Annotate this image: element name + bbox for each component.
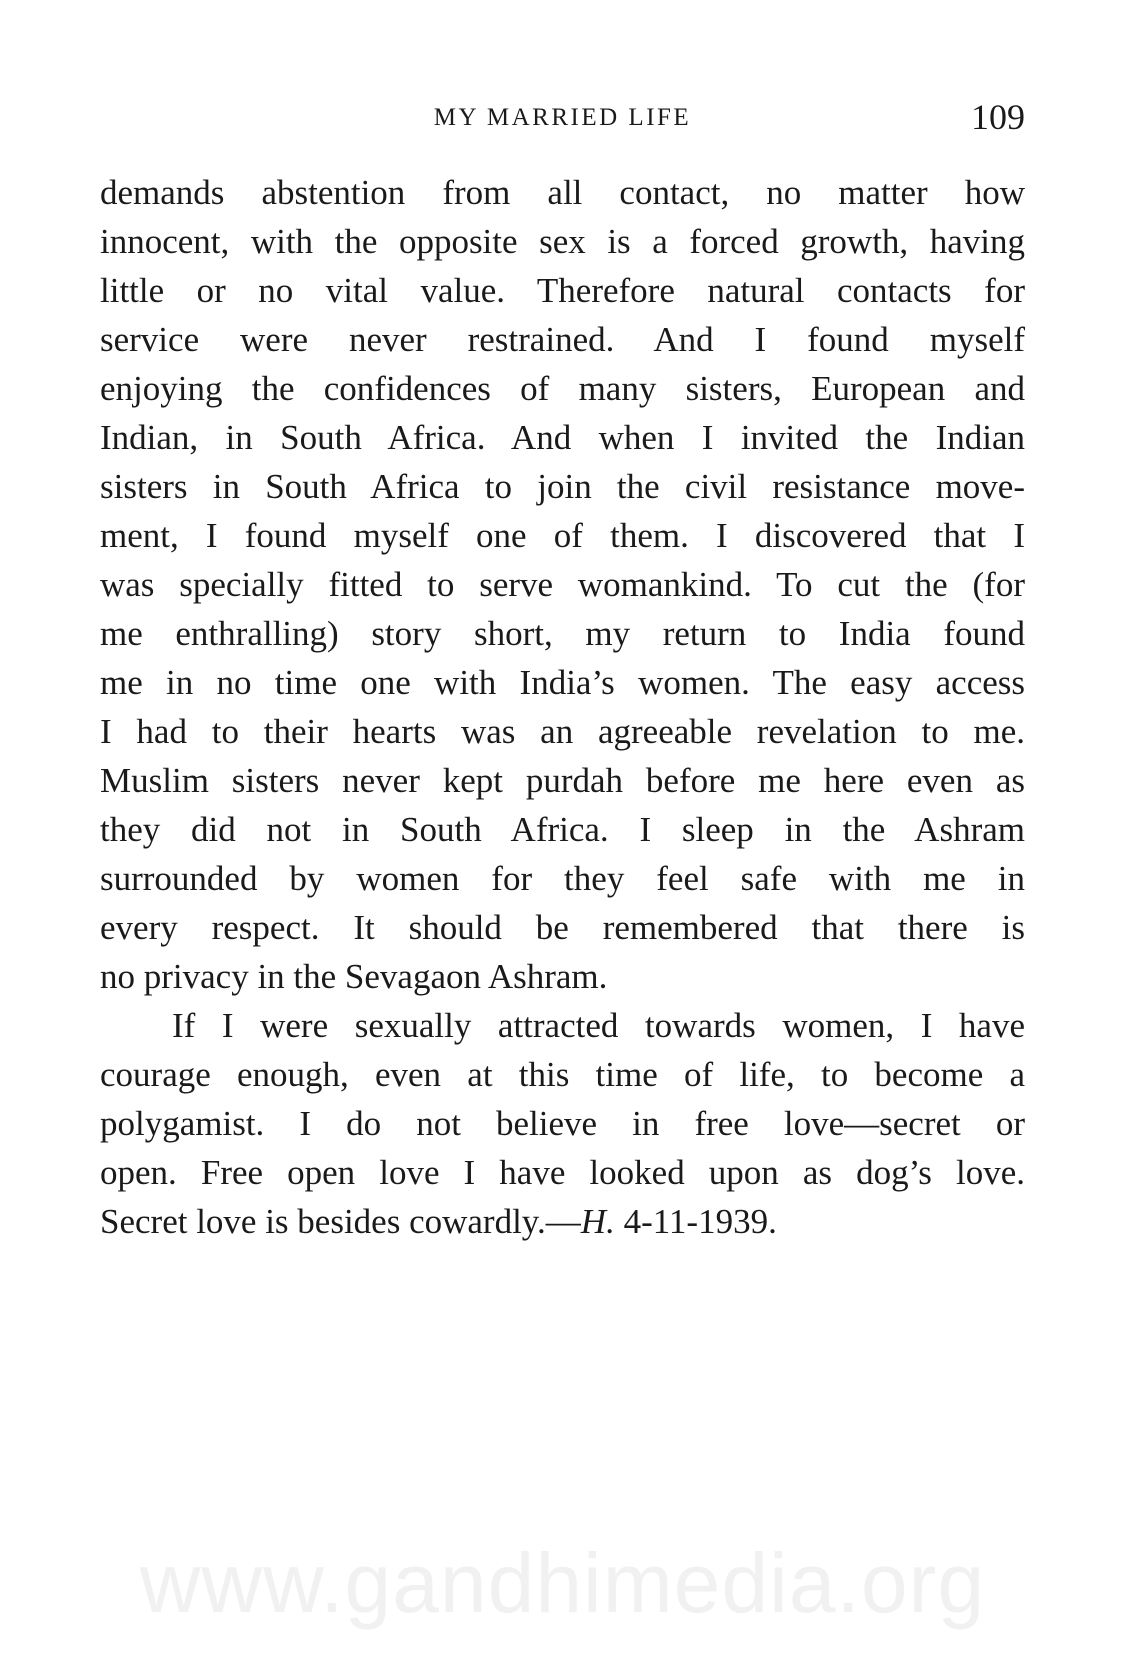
citation-source: H. [580, 1202, 615, 1241]
text-line: every respect. It should be remembered that there is [100, 908, 1025, 947]
text-line: service were never restrained. And I found myself [100, 320, 1025, 359]
text-line: no privacy in the Sevagaon Ashram. [100, 957, 608, 996]
text-line: If I were sexually attracted towards women, I have [172, 1006, 1025, 1045]
closing-line [100, 1197, 1025, 1246]
text-line: demands abstention from all contact, no matter how [100, 173, 1025, 212]
watermark: www.gandhimedia.org [139, 1536, 986, 1630]
text-line: open. Free open love I have looked upon as dog’s love. [100, 1153, 1025, 1192]
text-line: was specially fitted to serve womankind. To cut the (for [100, 565, 1025, 604]
running-head [100, 96, 1025, 140]
page-number: 109 [971, 97, 1025, 137]
text-line: they did not in South Africa. I sleep in the Ashram [100, 810, 1025, 849]
text-line: innocent, with the opposite sex is a forced growth, having [100, 222, 1025, 261]
citation-date: 4-11-1939. [614, 1202, 777, 1241]
text-line: enjoying the confidences of many sisters, European and [100, 369, 1025, 408]
text-line: I had to their hearts was an agreeable revelation to me. [100, 712, 1025, 751]
running-title: MY MARRIED LIFE [433, 104, 692, 131]
text-line: Muslim sisters never kept purdah before me here even as [100, 761, 1025, 800]
text-line: ment, I found myself one of them. I discovered that I [100, 516, 1025, 555]
text-line: sisters in South Africa to join the civil resistance move- [100, 467, 1025, 506]
text-line: little or no vital value. Therefore natural contacts for [100, 271, 1025, 310]
text-line: me enthralling) story short, my return to India found [100, 614, 1025, 653]
text-line: surrounded by women for they feel safe with me in [100, 859, 1025, 898]
text-line: courage enough, even at this time of life, to become a [100, 1055, 1025, 1094]
text-line: polygamist. I do not believe in free love—secret or [100, 1104, 1025, 1143]
text-line: Indian, in South Africa. And when I invited the Indian [100, 418, 1025, 457]
closing-text: Secret love is besides cowardly.— [100, 1202, 581, 1241]
body-text [100, 168, 1025, 1246]
text-line: me in no time one with India’s women. The easy access [100, 663, 1025, 702]
